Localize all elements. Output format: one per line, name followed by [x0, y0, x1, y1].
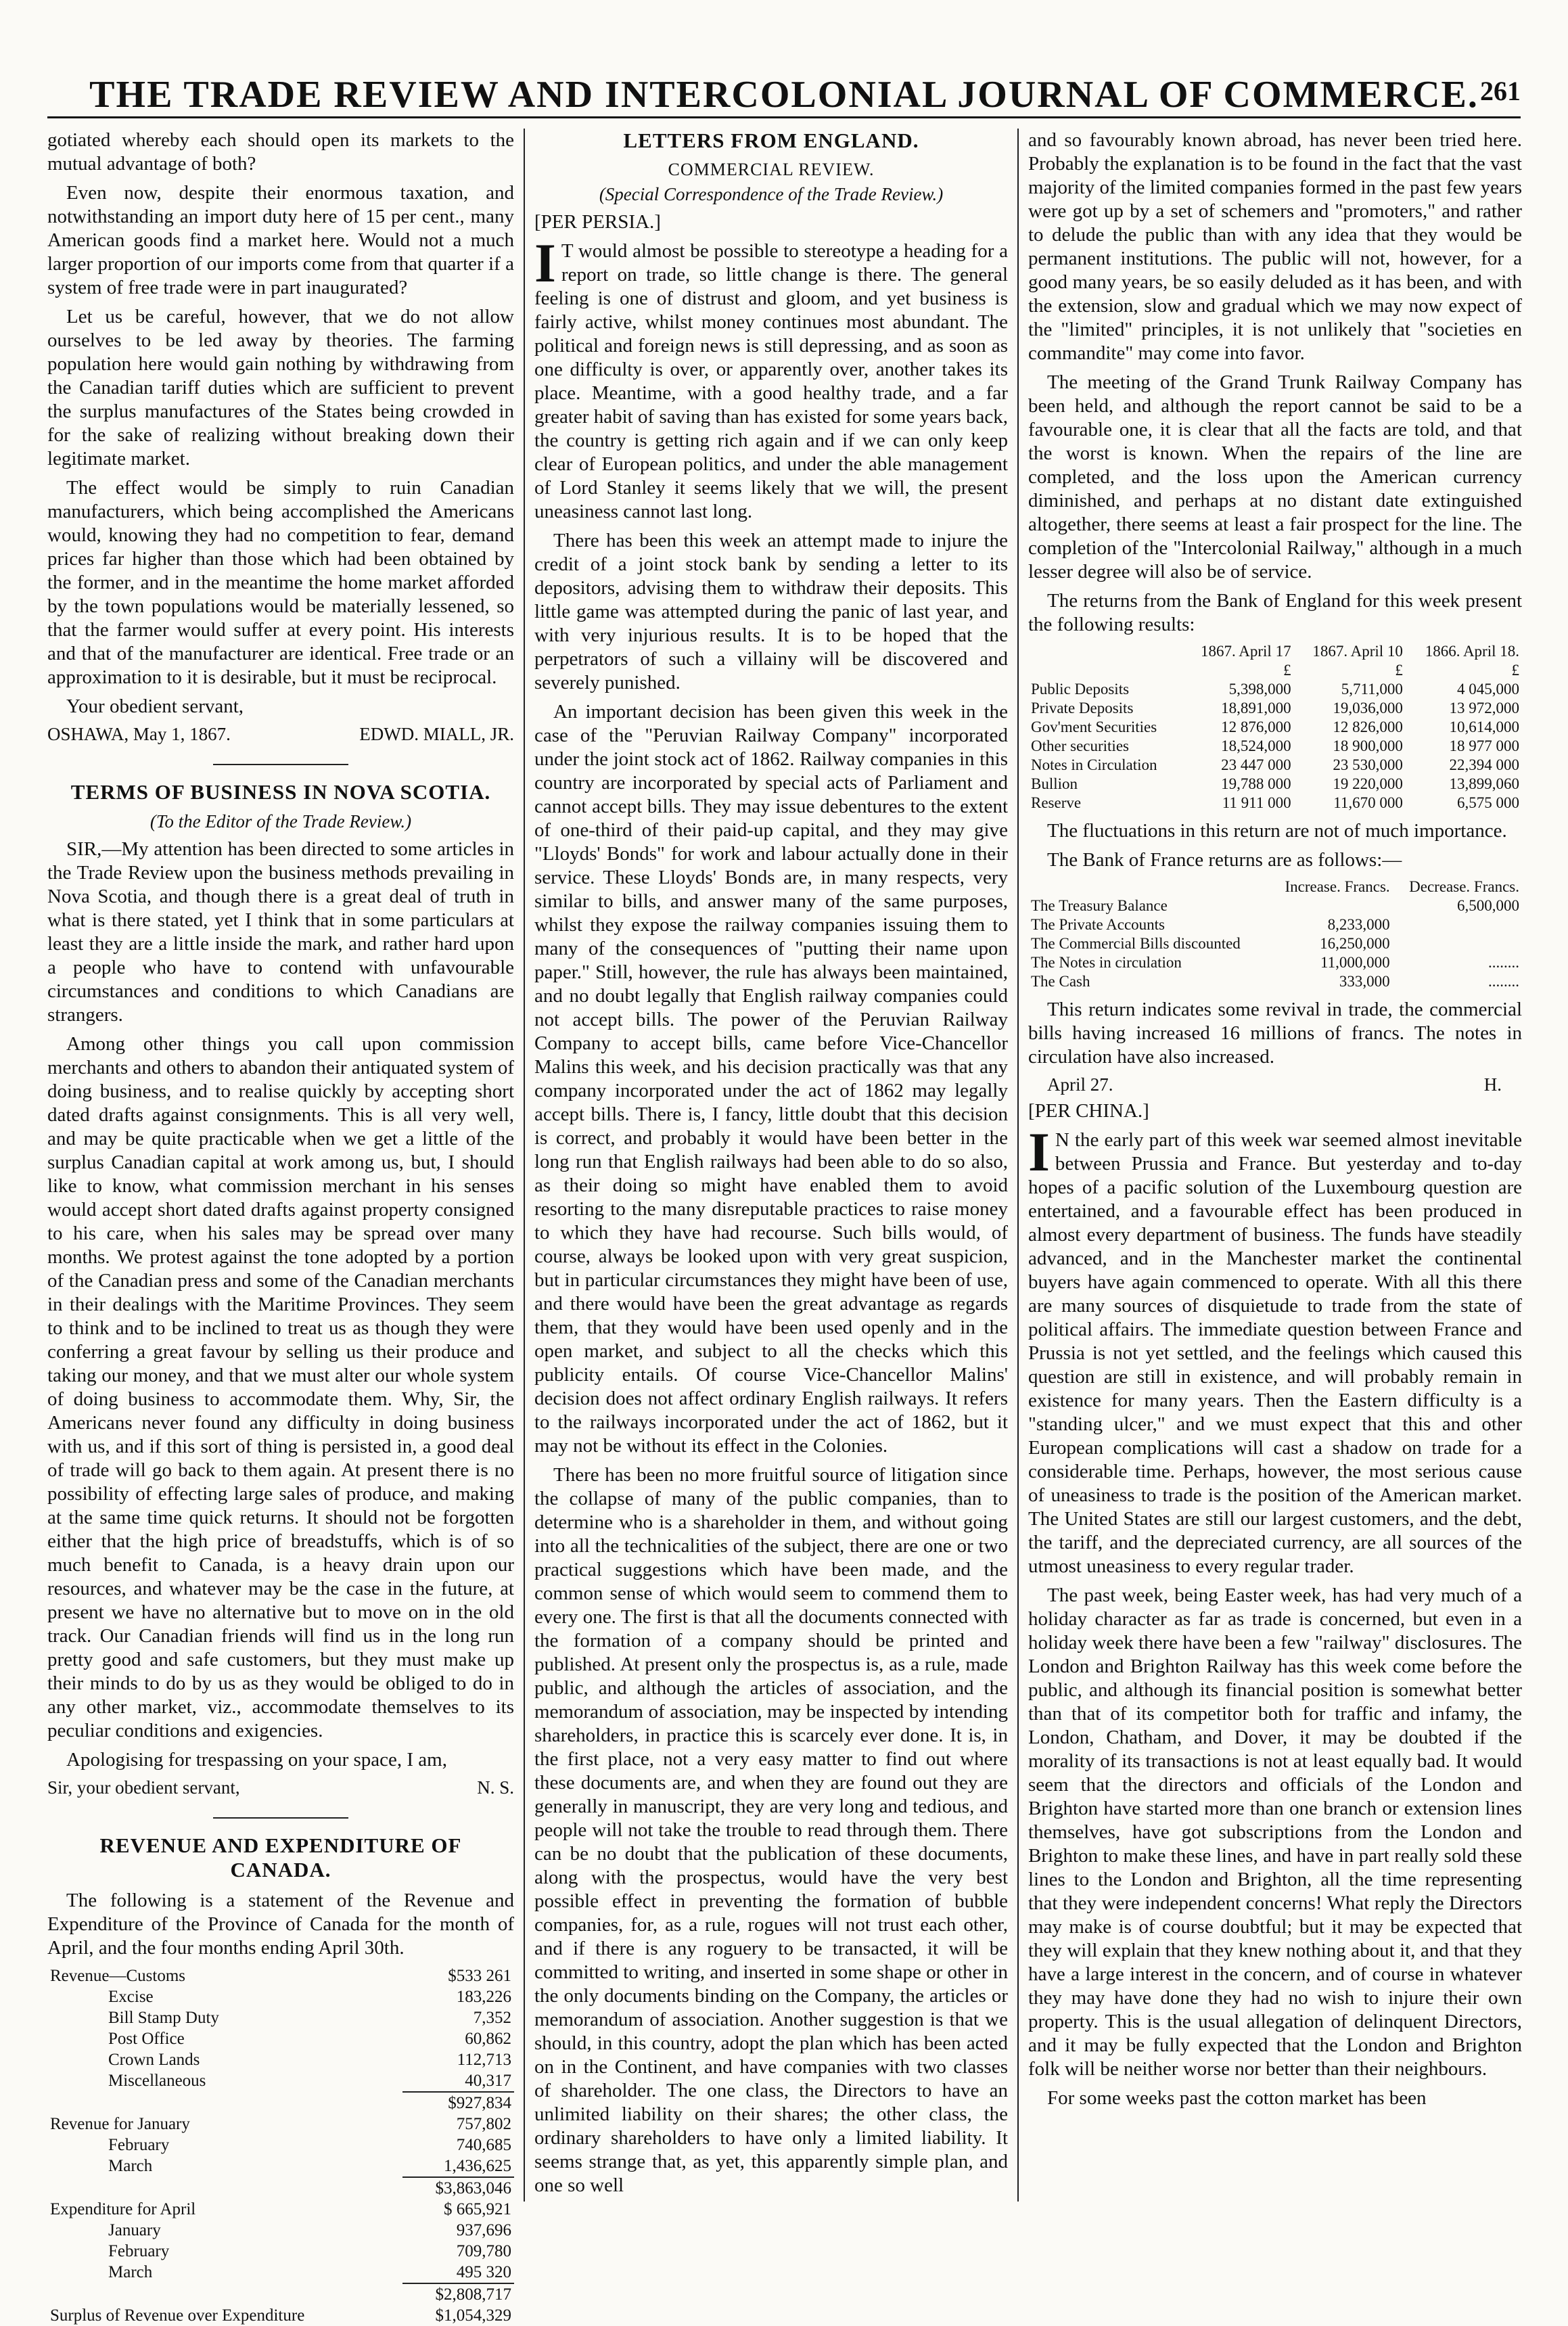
table-cell: 23 530,000	[1333, 756, 1403, 773]
table-cell: Expenditure for April	[50, 2200, 196, 2218]
table-cell: February	[108, 2242, 170, 2260]
paragraph: The meeting of the Grand Trunk Railway Company has been held, and although the report cannot be said to be a favourable one, it is clear that all the facts are told, and that the worst is known. When the repairs of the line are completed, and the loss upon the American currency diminished, and perhaps at no distant date extinguished altogether, there seems at least a fair prospect for the line. The completion of the "Intercolonial Railway," although in a much lesser degree will also be of service.	[1028, 371, 1522, 583]
table-row	[47, 1986, 514, 2007]
table-row	[1028, 794, 1522, 813]
table-row	[47, 2028, 514, 2049]
currency-symbol: £	[1283, 662, 1291, 679]
table-row	[47, 2177, 514, 2199]
table-cell: 6,575 000	[1457, 794, 1519, 811]
table-cell: Bullion	[1031, 775, 1078, 792]
table-cell: The Private Accounts	[1031, 916, 1166, 933]
column-1	[47, 129, 514, 2325]
table-row	[47, 1965, 514, 1986]
paragraph: Among other things you call upon commission merchants and others to abandon their antiquated system of doing business, and to realise quickly by accepting short dated drafts against consignments. This is all very well, and may be quite practicable when we get a little of the surplus Canadian capital at work among us, but, I should like to know, what commission merchant in his senses would accept short dated drafts against property consigned to his care, when his sales may be spread over many months. We protest against the tone adopted by a portion of the Canadian press and some of the Canadian merchants in their dealings with the Maritime Provinces. They seem to think and to be inclined to treat us as though they were conferring a great favour by selling us their produce and taking our money, and that we must alter our whole system of doing business to accommodate them. Why, Sir, the Americans never found any difficulty in doing business with us, and if this sort of thing is persisted in, a good deal of trade will go back to them again. At present there is no possibility of effecting large sales of produce, and making at the same time quick returns. It should not be forgotten either that the high price of breadstuffs, which is of so much benefit to Canada, is a heavy drain upon our resources, and whatever may be the case in the future, at present we have no alternative but to move on in the old track. Our Canadian friends will find us in the long run pretty good and safe customers, but they must make up their minds to do by us as they would be obliged to do in any other market, viz., accommodate themselves to its peculiar conditions and exigencies.	[47, 1033, 514, 1741]
table-row	[1028, 972, 1522, 991]
table-cell: 5,711,000	[1341, 681, 1403, 698]
paragraph: and so favourably known abroad, has never been tried here. Probably the explanation is to be found in the fact that the vast majority of the limited companies formed in the past few years were got up by a set of schemers and "promoters," and rather to delude the public than with any idea that they would be permanent institutions. The public will not, however, for a good many years, be so easily deluded as it has been, and with the extension, slow and gradual which we may now expect of the "limited" principles, it is not unlikely that "societies en commandite" may come into favor.	[1028, 129, 1522, 364]
table-cell: 7,352	[473, 2009, 511, 2027]
table-row	[47, 2262, 514, 2283]
table-cell: Reserve	[1031, 794, 1082, 811]
table-row	[1028, 718, 1522, 737]
table-cell: $927,834	[402, 2092, 514, 2114]
table-cell: The Cash	[1031, 973, 1090, 990]
table-cell	[1393, 934, 1522, 953]
section-heading: REVENUE AND EXPENDITURE OF CANADA.	[99, 1833, 462, 1882]
author: EDWD. MIALL, JR.	[359, 724, 514, 744]
table-header: 1866. April 18.	[1425, 643, 1519, 660]
table-cell	[1269, 896, 1393, 915]
paragraph: gotiated whereby each should open its markets to the mutual advantage of both?	[47, 129, 514, 175]
section-heading: TERMS OF BUSINESS IN NOVA SCOTIA.	[70, 780, 491, 804]
section-heading: LETTERS FROM ENGLAND.	[623, 129, 919, 152]
paragraph: There has been this week an attempt made to injure the credit of a joint stock bank by sending a letter to its depositors, advising them to withdraw their deposits. This little game was attempted during the panic of last year, and with very injurious results. It is to be hoped that the perpetrators of such a villainy will be discovered and severely punished.	[534, 530, 1008, 693]
paragraph-text: T would almost be possible to stereotype a heading for a report on trade, so little change is there. The general feeling is one of distrust and gloom, and yet business is fairly active, whilst money continues most abundant. The political and foreign news is still depressing, and as soon as one difficulty is over, or apparently over, another takes its place. Meantime, with a good healthy trade, and a far greater habit of saving than has existed for some years back, the country is getting rich again and if we can only keep clear of European politics, and under the able management of Lord Stanley it seems likely that we will, the present uneasiness cannot last long.	[534, 240, 1008, 522]
table-cell: 16,250,000	[1320, 935, 1390, 952]
table-cell: 12 876,000	[1221, 719, 1291, 735]
table-cell: 495 320	[456, 2263, 511, 2281]
currency-symbol: £	[1511, 662, 1519, 679]
table-cell: 12 826,000	[1333, 719, 1403, 735]
paragraph: Even now, despite their enormous taxation, and notwithstanding an import duty here of 15 per cent., many American goods find a market here. Would not a much larger proportion of our imports come from that quarter if a system of free trade were in part inaugurated?	[47, 182, 514, 298]
byline: (Special Correspondence of the Trade Review.)	[599, 184, 944, 204]
paragraph: The following is a statement of the Revenue and Expenditure of the Province of Canada for the month of April, and the four months ending April 30th.	[47, 1890, 514, 1959]
signature-line	[47, 1777, 514, 1798]
table-row	[1028, 953, 1522, 972]
table-cell: Bill Stamp Duty	[108, 2009, 219, 2027]
table-header: 1867. April 17	[1201, 643, 1291, 660]
table-cell: 4 045,000	[1457, 681, 1519, 698]
paragraph: The returns from the Bank of England for this week present the following results:	[1028, 590, 1522, 635]
table-cell: $3,863,046	[402, 2177, 514, 2199]
table-row	[1028, 775, 1522, 794]
table-cell: 19,036,000	[1333, 700, 1403, 716]
table-cell: 333,000	[1339, 973, 1390, 990]
journal-title: THE TRADE REVIEW AND INTERCOLONIAL JOURNAL OF COMMERCE.	[89, 74, 1479, 116]
place-date: OSHAWA, May 1, 1867.	[47, 724, 231, 744]
table-cell: 10,614,000	[1449, 719, 1519, 735]
table-header: 1867. April 10	[1312, 643, 1403, 660]
table-row	[47, 2070, 514, 2092]
table-cell: 40,317	[465, 2072, 511, 2090]
drop-cap: I	[1028, 1121, 1050, 1183]
paragraph: This return indicates some revival in trade, the commercial bills having increased 16 millions of francs. The notes in circulation have also increased.	[1028, 999, 1522, 1068]
table-cell: 8,233,000	[1327, 916, 1390, 933]
paragraph: An important decision has been given this week in the case of the "Peruvian Railway Company" incorporated under the joint stock act of 1862. Railway companies in this country are incorporated by special acts of Parliament and cannot accept bills. They may issue debentures to the extent of one-third of their paid-up capital, and they may give "Lloyds' Bonds" for work and labour actually done in their service. These Lloyds' Bonds are, in many respects, very similar to bills, and answer many of the same purposes, whilst they expose the railway companies issuing them to many of the consequences of "putting their name upon paper." Still, however, the rule has always been maintained, and no doubt legally that English railway companies could not accept bills. The power of the Peruvian Railway Company to accept bills, came before Vice-Chancellor Malins this week, and his decision practically was that any company incorporated under the act of 1862 may legally accept bills. There is, I fancy, little doubt that this decision is correct, and probably it would have been better in the long run that English railways had been able to do so also, as their doing so might have enabled them to avoid resorting to the many disreputable practices to raise money to which they have had recourse. Such bills would, of course, always be looked upon with very great suspicion, but in particular circumstances they might have been of use, and there would have been the great advantage as regards them, that they would have been used openly and in the open market, and subject to all the checks which this publicity entails. Of course Vice-Chancellor Malins' decision does not affect ordinary English railways. It refers to the railways incorporated under the act of 1862, but it may not be without its effect in the Colonies.	[534, 701, 1008, 1457]
paragraph: The past week, being Easter week, has had very much of a holiday character as far as trade is concerned, but even in a holiday week there have been a few "railway" disclosures. The London and Brighton Railway has this week come before the public, and although its financial position is somewhat better than that of its competitor both for traffic and infamy, the London, Chatham, and Dover, it may be doubted if the morality of its transactions is not at least equally bad. It would seem that the directors and officials of the London and Brighton have started more than one branch or extension lines themselves, have got subscriptions from the London and Brighton to make these lines, and have in part really sold these lines to the London and Brighton, all the time representing that they were independent concerns! What reply the Directors may make is of course doubtful; but it may be expected that they will explain that they knew nothing about it, and that they have a large interest in the concern, and of course in whatever they may have done they had no wish to injure their own property. This is the usual allegation of delinquent Directors, and it may be fully expected that the London and Brighton folk will be neither worse nor better than their neighbours.	[1028, 1584, 1522, 2080]
table-cell: Revenue—Customs	[50, 1967, 185, 1985]
dispatch-label: [PER PERSIA.]	[534, 211, 661, 233]
table-cell: 183,226	[456, 1988, 511, 2006]
table-cell: February	[108, 2136, 170, 2154]
page-number: 261	[1480, 76, 1521, 106]
table-row	[1028, 661, 1522, 680]
table-cell: Excise	[108, 1988, 154, 2006]
bank-of-england-table	[1028, 642, 1522, 813]
table-cell: The Treasury Balance	[1031, 897, 1168, 914]
table-cell: Other securities	[1031, 737, 1129, 754]
dateline-date: April 27.	[1047, 1074, 1113, 1095]
table-cell: $533 261	[448, 1967, 511, 1985]
table-row	[47, 2305, 514, 2326]
table-cell: 13,899,060	[1449, 775, 1519, 792]
table-cell: The Commercial Bills discounted	[1031, 935, 1241, 952]
closing: Your obedient servant,	[66, 695, 244, 717]
table-cell: January	[108, 2221, 161, 2239]
table-row	[1028, 915, 1522, 934]
table-cell: Gov'ment Securities	[1031, 719, 1157, 735]
table-row	[47, 2241, 514, 2262]
paragraph: The effect would be simply to ruin Canadian manufacturers, which being accomplished the Americans would, knowing they had no competition to fear, demand prices far higher than those which had been obtained by the former, and in the meantime the home market afforded by the town populations would be materially lessened, so that the farmer would suffer at every point. His interests and that of the manufacturer are identical. Free trade or an approximation to it is desirable, but it must be reciprocal.	[47, 477, 514, 688]
table-header: Increase. Francs.	[1285, 878, 1390, 895]
table-row	[1028, 756, 1522, 775]
table-cell: 5,398,000	[1228, 681, 1291, 698]
table-cell: 18 900,000	[1333, 737, 1403, 754]
paragraph: The fluctuations in this return are not of much importance.	[1047, 820, 1507, 842]
table-cell: ........	[1488, 973, 1519, 990]
table-row	[47, 2199, 514, 2220]
column-2	[534, 129, 1008, 2202]
table-cell: 112,713	[457, 2051, 511, 2069]
column-rule	[1017, 129, 1019, 2202]
paragraph: SIR,—My attention has been directed to some articles in the Trade Review upon the business methods prevailing in Nova Scotia, and though there is a great deal of truth in what is there stated, yet I think that in some particulars at least they are a little inside the mark, and rather hard upon a people who have to contend with unfavourable circumstances and conditions to which Canadians are strangers.	[47, 838, 514, 1026]
table-cell	[1393, 915, 1522, 934]
table-cell: Post Office	[108, 2030, 185, 2048]
table-cell: Crown Lands	[108, 2051, 200, 2069]
table-cell: $ 665,921	[444, 2200, 511, 2218]
table-cell: Private Deposits	[1031, 700, 1134, 716]
table-row	[47, 2114, 514, 2135]
dateline	[1028, 1074, 1522, 1095]
section-divider	[213, 1817, 348, 1819]
table-cell: 11 911 000	[1222, 794, 1291, 811]
dateline-signature: H.	[1483, 1074, 1502, 1095]
table-cell: 18,524,000	[1221, 737, 1291, 754]
column-rule	[524, 129, 525, 2202]
paragraph	[1028, 1121, 1522, 1578]
table-cell: ........	[1488, 954, 1519, 971]
paragraph: For some weeks past the cotton market has been	[1047, 2087, 1427, 2109]
table-cell: 757,802	[456, 2115, 511, 2133]
paragraph: Let us be careful, however, that we do not allow ourselves to be led away by theories. The farming population here would gain nothing by withdrawing from the Canadian tariff duties which are sufficient to prevent the surplus manufactures of the States being crowded in for the sake of realizing without breaking down their legitimate market.	[47, 306, 514, 470]
section-subheading: COMMERCIAL REVIEW.	[668, 160, 875, 179]
table-row	[47, 2156, 514, 2177]
table-cell: March	[108, 2263, 153, 2281]
table-cell: 22,394 000	[1449, 756, 1519, 773]
table-row	[47, 2007, 514, 2028]
table-cell: 18 977 000	[1449, 737, 1519, 754]
page-header	[47, 55, 1521, 118]
author: N. S.	[477, 1777, 514, 1798]
paragraph-text: N the early part of this week war seemed almost inevitable between Prussia and France. But yesterday and to-day hopes of a pacific solution of the Luxembourg question are entertained, and a favourable effect has been produced in almost every department of business. The funds have steadily advanced, and in the Manchester market the continental buyers have again commenced to operate. With all this there are many sources of disquietude to trade from the state of political affairs. The immediate question between France and Prussia is not yet settled, and the feelings which caused this question are still in existence, and will probably remain in existence for many years. Then the Eastern difficulty is a "standing ulcer," and we must expect that this and other European complications will cast a shadow on trade for a considerable time. Perhaps, however, the most serious cause of uneasiness to trade is the position of the American market. The United States are still our largest customers, and the debt, the tariff, and the depreciated currency, are all sources of the utmost uneasiness to every regular trader.	[1028, 1129, 1522, 1577]
drop-cap: I	[534, 232, 556, 294]
table-header-row	[1028, 877, 1522, 896]
closing: Sir, your obedient servant,	[47, 1777, 240, 1798]
table-row	[47, 2092, 514, 2114]
paragraph	[534, 232, 1008, 524]
table-row	[1028, 934, 1522, 953]
table-cell: $2,808,717	[402, 2283, 514, 2305]
revenue-table	[47, 1965, 514, 2326]
signature-line	[47, 724, 514, 745]
table-cell: 19,788 000	[1221, 775, 1291, 792]
column-3	[1028, 129, 1522, 2202]
table-cell: $1,054,329	[435, 2306, 511, 2325]
table-row	[47, 2220, 514, 2241]
bank-of-france-table	[1028, 877, 1522, 991]
table-row	[47, 2283, 514, 2305]
section-divider	[213, 764, 348, 765]
table-row	[1028, 680, 1522, 699]
dispatch-label: [PER CHINA.]	[1028, 1100, 1149, 1122]
paragraph: Apologising for trespassing on your space, I am,	[66, 1749, 447, 1771]
table-header-row	[1028, 642, 1522, 661]
table-cell: 1,436,625	[444, 2157, 511, 2175]
table-cell: 11,000,000	[1320, 954, 1390, 971]
table-cell: 60,862	[465, 2030, 511, 2048]
table-header: Decrease. Francs.	[1409, 878, 1519, 895]
table-cell: 19 220,000	[1333, 775, 1403, 792]
table-cell: Miscellaneous	[108, 2072, 206, 2090]
table-cell: 11,670 000	[1333, 794, 1403, 811]
table-cell: 709,780	[456, 2242, 511, 2260]
table-cell: 740,685	[456, 2136, 511, 2154]
table-cell: 23 447 000	[1221, 756, 1291, 773]
table-cell: 13 972,000	[1449, 700, 1519, 716]
table-row	[1028, 737, 1522, 756]
currency-symbol: £	[1395, 662, 1403, 679]
table-row	[47, 2049, 514, 2070]
table-row	[1028, 896, 1522, 915]
table-row	[1028, 699, 1522, 718]
table-cell: Notes in Circulation	[1031, 756, 1157, 773]
table-row	[47, 2135, 514, 2156]
table-cell: March	[108, 2157, 153, 2175]
table-cell: 18,891,000	[1221, 700, 1291, 716]
paragraph: The Bank of France returns are as follows:—	[1047, 849, 1402, 871]
table-cell: Surplus of Revenue over Expenditure	[50, 2306, 305, 2325]
table-cell: Public Deposits	[1031, 681, 1130, 698]
table-cell: The Notes in circulation	[1031, 954, 1182, 971]
table-cell: 6,500,000	[1457, 897, 1519, 914]
paragraph: There has been no more fruitful source of litigation since the collapse of many of the public companies, than to determine who is a shareholder in them, and without going into all the technicalities of the subject, there are one or two practical suggestions which have been made, and the common sense of which would seem to commend them to every one. The first is that all the documents connected with the formation of a company should be printed and published. At present only the prospectus is, as a rule, made public, and although the articles of association, and the memorandum of association, may be inspected by intending shareholders, in practice this is scarcely ever done. It is, in the first place, not a very easy matter to find out where these documents are, and when they are found out they are generally in manuscript, they are very long and tedious, and people will not take the trouble to read through them. There can be no doubt that the publication of these documents, along with the prospectus, would have the very best possible effect in preventing the formation of bubble companies, for, as a rule, rogues will not trust each other, and if there is any roguery to be transacted, it will be committed to writing, and inserted in some shape or other in the only documents binding on the Company, the articles or memorandum of association. Another suggestion is that we should, in this country, adopt the plan which has been acted on in the Continent, and have companies with two classes of shareholder. The one class, the Directors to have an unlimited liability on their shares; the other class, the ordinary shareholders to have only a limited liability. It seems strange that, as yet, this apparently simple plan, and one so well	[534, 1464, 1008, 2196]
table-cell: Revenue for January	[50, 2115, 190, 2133]
section-subheading: (To the Editor of the Trade Review.)	[149, 811, 412, 831]
table-cell: 937,696	[456, 2221, 511, 2239]
